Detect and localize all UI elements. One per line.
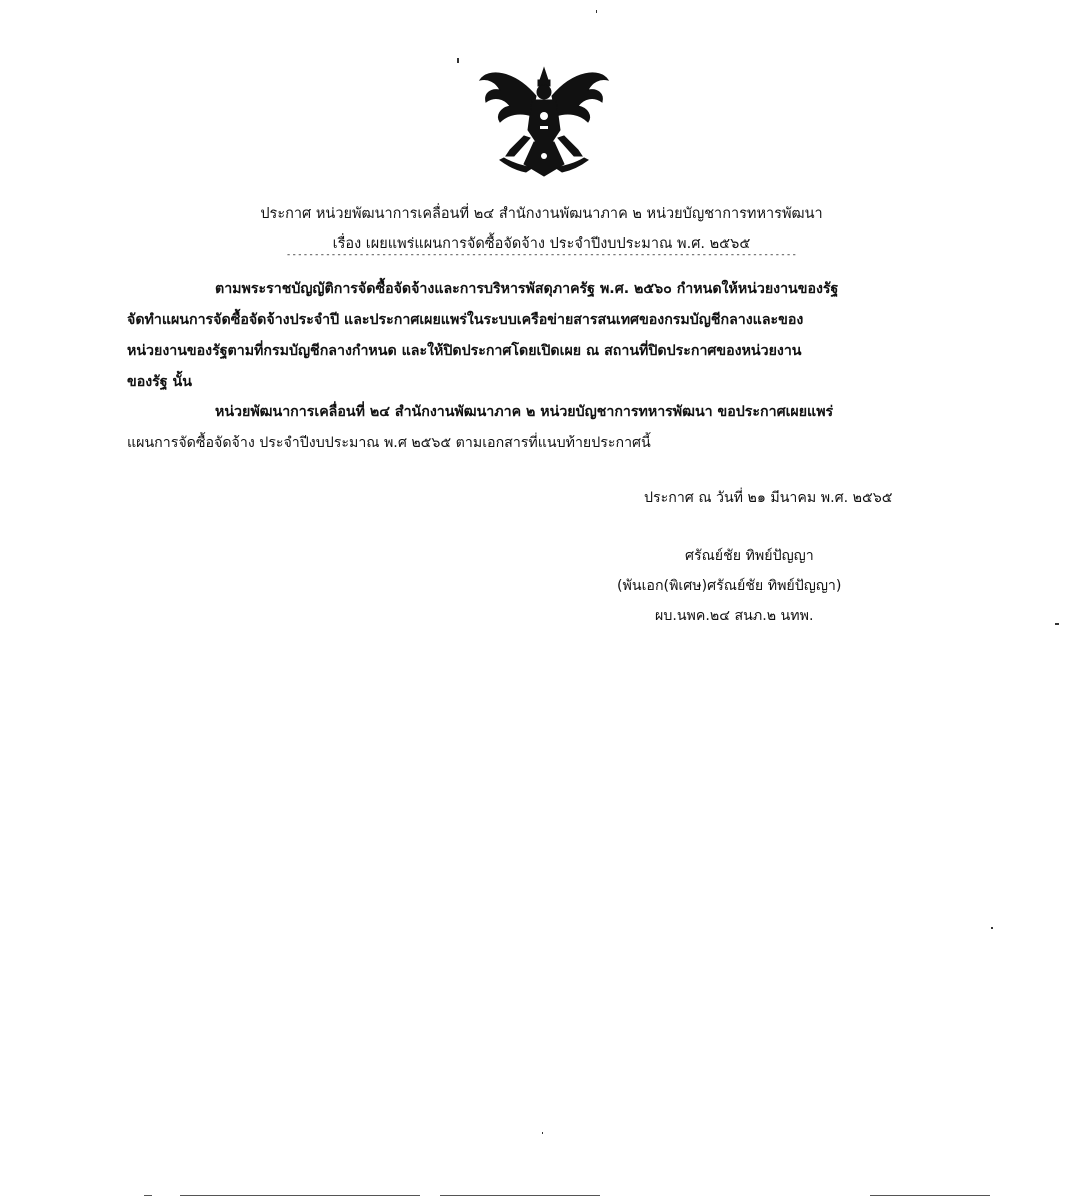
scan-speck [457, 58, 459, 63]
paragraph-1-line-2: จัดทำแผนการจัดซื้อจัดจ้างประจำปี และประกาศเผยแพร่ในระบบเครือข่ายสารสนเทศของกรมบัญชีกลางและของ [127, 312, 804, 328]
announcement-title: ประกาศ หน่วยพัฒนาการเคลื่อนที่ ๒๔ สำนักงานพัฒนาภาค ๒ หน่วยบัญชาการทหารพัฒนา [260, 206, 823, 222]
footer-rule [440, 1195, 600, 1196]
footer-rule [180, 1195, 420, 1196]
paragraph-1-line-1: ตามพระราชบัญญัติการจัดซื้อจัดจ้างและการบริหารพัสดุภาครัฐ พ.ศ. ๒๕๖๐ กำหนดให้หน่วยงานของรัฐ [215, 281, 839, 297]
signatory-position: ผบ.นพค.๒๔ สนภ.๒ นทพ. [655, 608, 814, 624]
paragraph-1-line-3: หน่วยงานของรัฐตามที่กรมบัญชีกลางกำหนด และให้ปิดประกาศโดยเปิดเผย ณ สถานที่ปิดประกาศของหน่วยงาน [127, 343, 802, 359]
paragraph-2-line-1: หน่วยพัฒนาการเคลื่อนที่ ๒๔ สำนักงานพัฒนาภาค ๒ หน่วยบัญชาการทหารพัฒนา ขอประกาศเผยแพร่ [215, 404, 834, 420]
announcement-subject: เรื่อง เผยแพร่แผนการจัดซื้อจัดจ้าง ประจำปีงบประมาณ พ.ศ. ๒๕๖๕ [332, 236, 751, 252]
signature-name: ศรัณย์ชัย ทิพย์ปัญญา [685, 548, 814, 564]
footer-rule [144, 1195, 152, 1196]
scan-speck [542, 1132, 543, 1134]
title-separator: ------------------------------------------------------------------------------------------- [285, 250, 798, 260]
announcement-date: ประกาศ ณ วันที่ ๒๑ มีนาคม พ.ศ. ๒๕๖๕ [644, 490, 893, 506]
garuda-emblem-icon [474, 60, 614, 180]
scan-speck [596, 10, 597, 13]
scan-speck [991, 927, 993, 929]
footer-rule [870, 1195, 990, 1196]
paragraph-1-line-4: ของรัฐ นั้น [127, 374, 192, 390]
paragraph-2-line-2: แผนการจัดซื้อจัดจ้าง ประจำปีงบประมาณ พ.ศ ๒๕๖๕ ตามเอกสารที่แนบท้ายประกาศนี้ [127, 435, 651, 451]
signatory-full-name: (พันเอก(พิเศษ)ศรัณย์ชัย ทิพย์ปัญญา) [617, 578, 842, 594]
scan-speck [1055, 623, 1059, 625]
